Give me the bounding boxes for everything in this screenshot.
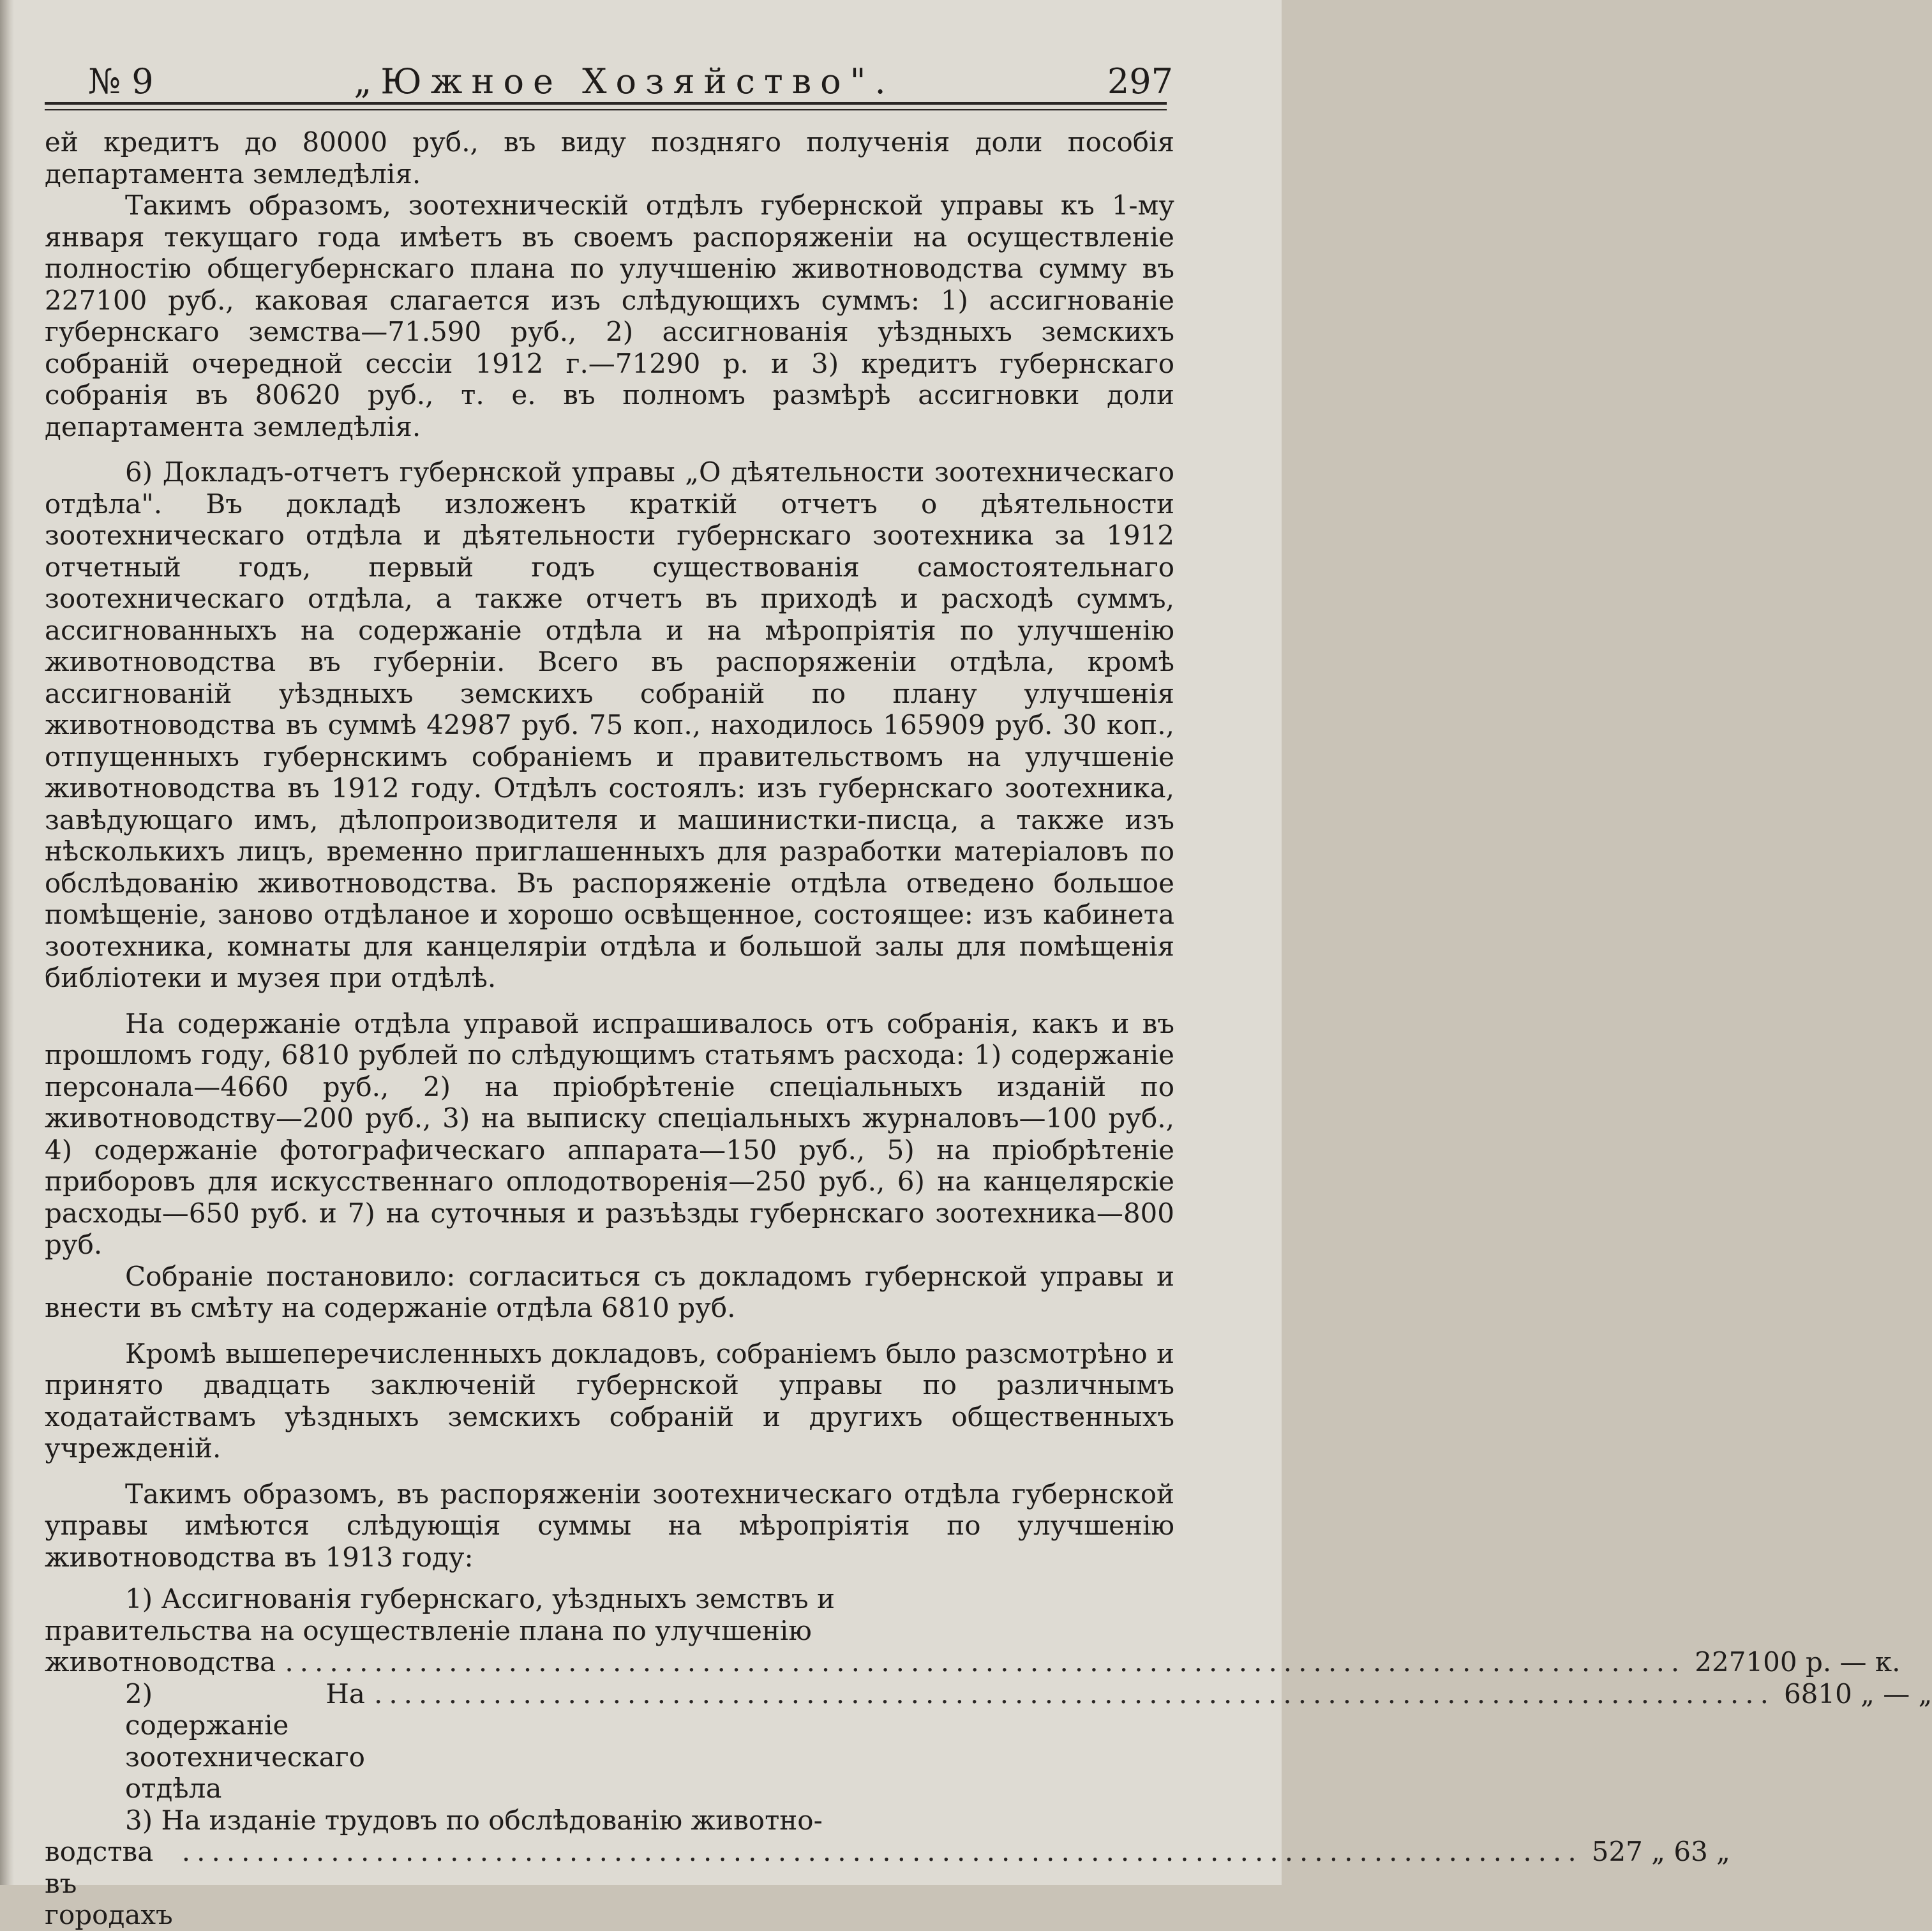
dot-leader: .............................................................................................. xyxy=(181,1836,1583,1867)
paragraph-totals: Такимъ образомъ, зоотехническій отдѣлъ губернской управы къ 1-му января текущаго года имѣетъ въ своемъ распоряженіи на осуществленіе полностію общегубернскаго плана по улучшенію животноводства сумму въ 227100 руб., каковая слагается изъ слѣдующихъ суммъ: 1) ассигнованіе губернскаго земства—71.590 руб., 2) ассигнованія уѣздныхъ земскихъ собраній очередной сессіи 1912 г.—71290 р. и 3) кредитъ губернскаго собранія въ 80620 руб., т. е. въ полномъ размѣрѣ ассигновки доли департамента земледѣлія. xyxy=(45,190,1174,442)
issue-number: № 9 xyxy=(88,61,154,101)
ledger-item-label: 2) На содержаніе зоотехническаго отдѣла xyxy=(125,1678,365,1804)
journal-title: „Южное Хозяйство". xyxy=(354,61,895,101)
running-header xyxy=(75,61,1173,102)
ledger-item xyxy=(45,1804,1730,1931)
ledger-item-label: животноводства xyxy=(45,1646,276,1678)
paragraph-conclusions: Кромѣ вышеперечисленныхъ докладовъ, собраніемъ было разсмотрѣно и принято двадцать заключеній губернской управы по различнымъ ходатайствамъ уѣздныхъ земскихъ собраній и другихъ общественныхъ учрежденій. xyxy=(45,1337,1174,1464)
paragraph-resolution: Собраніе постановило: согласиться съ докладомъ губернской управы и внести въ смѣту на содержаніе отдѣла 6810 руб. xyxy=(45,1260,1174,1323)
ledger-item xyxy=(45,1678,1932,1805)
ledger-item-amount: 6810 „ — „ xyxy=(1783,1678,1932,1709)
sums-ledger xyxy=(45,1583,1932,1931)
ledger-item xyxy=(45,1583,1901,1678)
ledger-item-amount: 227100 р. — к. xyxy=(1695,1646,1901,1678)
ledger-item-line: 3) На изданіе трудовъ по обслѣдованію животно- xyxy=(125,1804,823,1836)
page-binding-edge xyxy=(0,0,14,1885)
header-rule-thick xyxy=(45,102,1167,105)
ledger-item-line: 1) Ассигнованія губернскаго, уѣздныхъ земствъ и xyxy=(125,1583,835,1614)
paragraph-maintenance: На содержаніе отдѣла управой испрашивалось отъ собранія, какъ и въ прошломъ году, 6810 рублей по слѣдующимъ статьямъ расхода: 1) содержаніе персонала—4660 руб., 2) на пріобрѣтеніе спеціальныхъ изданій по животноводству—200 руб., 3) на выписку спеціальныхъ журналовъ—100 руб., 4) содержаніе фотографическаго аппарата—150 руб., 5) на пріобрѣтеніе приборовъ для искусственнаго оплодотворенія—250 руб., 6) на канцелярскіе расходы—650 руб. и 7) на суточныя и разъѣзды губернскаго зоотехника—800 руб. xyxy=(45,1007,1174,1260)
paragraph-continuation: ей кредитъ до 80000 руб., въ виду поздняго полученія доли пособія департамента земледѣлія. xyxy=(45,126,1174,190)
header-rule-thin xyxy=(45,109,1167,110)
page-number: 297 xyxy=(1107,61,1173,101)
dot-leader: .............................................................................................. xyxy=(373,1678,1775,1709)
ledger-item-label: водства въ городахъ xyxy=(45,1836,173,1930)
ledger-item-amount: 527 „ 63 „ xyxy=(1591,1836,1730,1867)
paragraph-report: 6) Докладъ-отчетъ губернской управы „О дѣятельности зоотехническаго отдѣла". Въ докладѣ изложенъ краткій отчетъ о дѣятельности зоотехническаго отдѣла и дѣятельности губернскаго зоотехника за 1912 отчетный годъ, первый годъ существованія самостоятельнаго зоотехническаго отдѣла, а также отчетъ въ приходѣ и расходѣ суммъ, ассигнованныхъ на содержаніе отдѣла и на мѣропріятія по улучшенію животноводства въ губерніи. Всего въ распоряженіи отдѣла, кромѣ ассигнованій уѣздныхъ земскихъ собраній по плану улучшенія животноводства въ суммѣ 42987 руб. 75 коп., находилось 165909 руб. 30 коп., отпущенныхъ губернскимъ собраніемъ и правительствомъ на улучшеніе животноводства въ 1912 году. Отдѣлъ состоялъ: изъ губернскаго зоотехника, завѣдующаго имъ, дѣлопроизводителя и машинистки-писца, а также изъ нѣсколькихъ лицъ, временно приглашенныхъ для разработки матеріаловъ по обслѣдованію животноводства. Въ распоряженіе отдѣла отведено большое помѣщеніе, заново отдѣланое и хорошо освѣщенное, состоящее: изъ кабинета зоотехника, комнаты для канцеляріи отдѣла и большой залы для помѣщенія библіотеки и музея при отдѣлѣ. xyxy=(45,456,1174,993)
paragraph-summary: Такимъ образомъ, въ распоряженіи зоотехническаго отдѣла губернской управы имѣются слѣдующія суммы на мѣропріятія по улучшенію животноводства въ 1913 году: xyxy=(45,1478,1174,1573)
body-text xyxy=(45,126,1932,1931)
dot-leader: .............................................................................................. xyxy=(285,1646,1686,1678)
ledger-item-line: правительства на осуществленіе плана по улучшенію xyxy=(45,1614,812,1646)
